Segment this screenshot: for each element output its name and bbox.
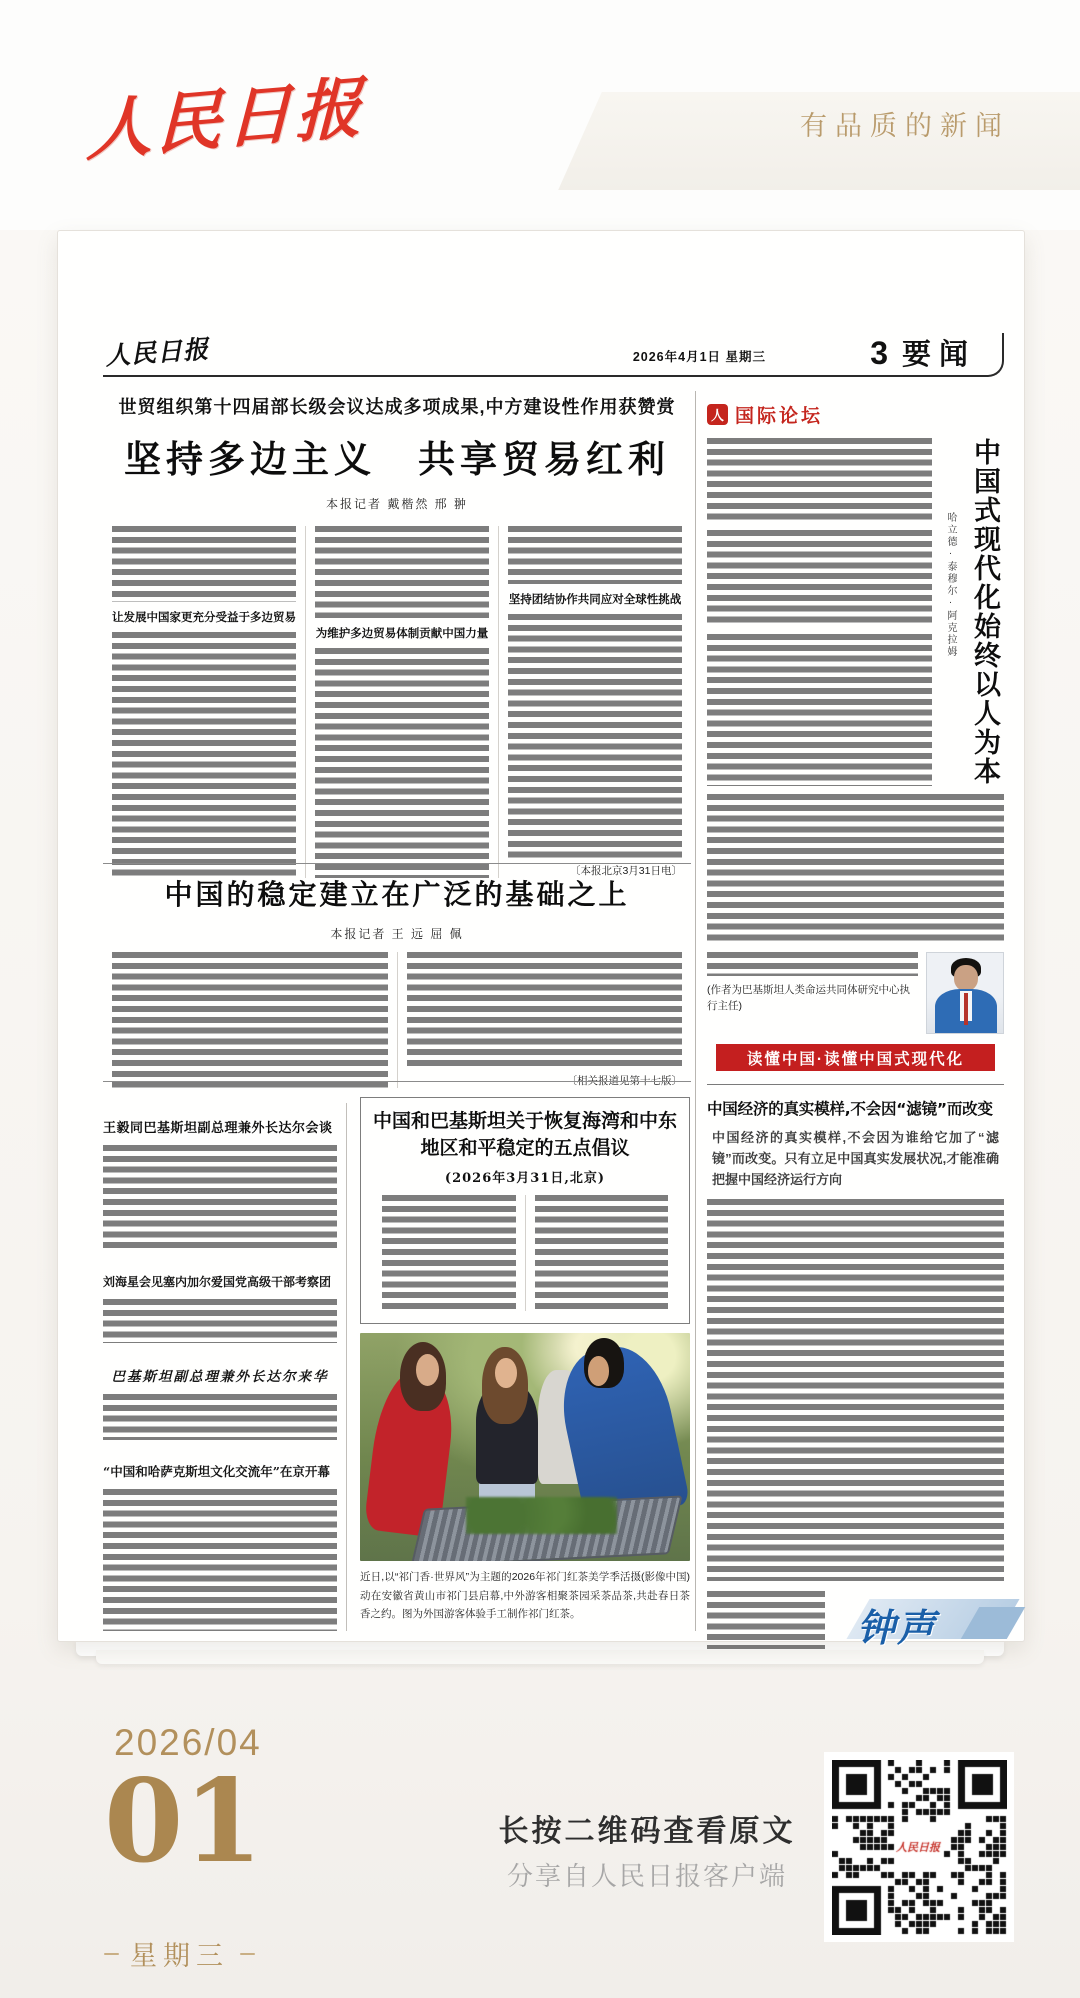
masthead-date: 2026年4月1日 星期三 [632, 350, 766, 364]
lead-article [103, 393, 691, 878]
lead-column-3 [498, 526, 691, 878]
photo-caption [360, 1568, 690, 1623]
zhongsheng-text: 钟声 [857, 1606, 938, 1651]
body-text-block [112, 952, 388, 1088]
body-text-block [315, 526, 489, 618]
lead-column-2 [305, 526, 498, 878]
masthead-logo: 人民日报 [104, 334, 211, 371]
vertical-rule [346, 1103, 347, 1631]
forum-series-banner: 读懂中国·读懂中国式现代化 [716, 1044, 995, 1071]
forum-body [707, 438, 942, 786]
initiative-columns [373, 1195, 677, 1311]
forum-author-note: (作者为巴基斯坦人类命运共同体研究中心执行主任) [707, 984, 910, 1013]
footer-weekday [104, 1934, 255, 1973]
brief-headline-2: 刘海星会见塞内加尔爱国党高级干部考察团 [103, 1275, 332, 1289]
forum-author-block [707, 952, 1004, 1034]
stability-columns [103, 952, 691, 1088]
portrait-face [954, 965, 978, 991]
body-text-block [103, 1489, 337, 1631]
portrait-lanyard [964, 993, 968, 1025]
forum-article [707, 438, 1004, 786]
initiative-dateline: (2026年3月31日,北京) [444, 1171, 606, 1187]
brief-headline-4: “中国和哈萨克斯坦文化交流年”在京开幕 [103, 1464, 330, 1479]
forum-label-text: 国际论坛 [735, 406, 824, 427]
forum-author-note-wrap [707, 952, 918, 1034]
news-photo [360, 1333, 690, 1561]
economy-headline: 中国经济的真实模样,不会因“滤镜”而改变 [707, 1100, 993, 1118]
forum-label [707, 401, 1004, 428]
horizontal-rule [103, 1081, 691, 1082]
economy-signature-row [707, 1591, 1004, 1653]
stability-byline: 本报记者 王 远 屈 佩 [330, 927, 464, 941]
body-text-block [707, 952, 918, 976]
middle-column [360, 1097, 690, 1623]
lead-subhead-3: 坚持团结协作共同应对全球性挑战 [508, 594, 682, 606]
body-text-block [707, 794, 1004, 944]
qr-hint-text: 长按二维码查看原文 [498, 1815, 796, 1848]
initiative-article [360, 1097, 690, 1324]
peoples-daily-logo-icon: 人 [707, 404, 728, 425]
footer-year-month: 2026/04 [114, 1722, 262, 1763]
app-header [0, 0, 1080, 230]
lead-headline: 坚持多边主义 共享贸易红利 [124, 438, 670, 481]
body-text-block [508, 614, 682, 858]
body-text-block [112, 632, 296, 878]
news-briefs-column [103, 1091, 337, 1631]
brief-headline-3: 巴基斯坦副总理兼外长达尔来华 [111, 1369, 329, 1385]
initiative-column-2 [525, 1195, 678, 1311]
body-text-block [707, 438, 932, 522]
body-text-block [508, 526, 682, 584]
share-source-text: 分享自人民日报客户端 [506, 1861, 787, 1891]
economy-intro: 中国经济的真实模样,不会因为谁给它加了“滤镜”而改变。只有立足中国真实发展状况,才能准确把握中国经济运行方向 [712, 1130, 999, 1187]
lead-byline: 本报记者 戴楷然 邢 翀 [325, 497, 468, 511]
stability-article [103, 873, 691, 1088]
vertical-rule [695, 391, 696, 1631]
masthead [103, 327, 1004, 377]
body-text-block [103, 1145, 337, 1253]
lead-columns [103, 526, 691, 878]
stability-headline: 中国的稳定建立在广泛的基础之上 [164, 878, 630, 911]
stability-endnote: 〔相关报道见第十七版〕 [566, 1075, 682, 1087]
photo-tea-leaves [466, 1497, 618, 1533]
body-text-block [103, 1394, 337, 1440]
forum-byline: 哈立德·泰穆尔·阿克拉姆 [945, 512, 956, 658]
lead-endnote: 〔本报北京3月31日电〕 [569, 865, 682, 877]
page-indicator [870, 332, 976, 373]
qr-code-canvas [832, 1760, 1007, 1935]
brief-headline-1: 王毅同巴基斯坦副总理兼外长达尔会谈 [103, 1120, 333, 1135]
footer-day: 01 [104, 1754, 263, 1888]
body-text-block [407, 952, 683, 1068]
body-text-block [707, 1591, 825, 1649]
masthead-rule [103, 375, 988, 377]
horizontal-rule [707, 1084, 1004, 1085]
brand-slogan: 有品质的新闻 [800, 111, 1010, 141]
photo-figure-face [416, 1354, 439, 1386]
body-text-block [707, 1199, 1004, 1581]
masthead-corner-rule [986, 333, 1004, 377]
body-text-block [707, 530, 932, 626]
newspaper-page [57, 230, 1025, 1651]
initiative-headline: 中国和巴基斯坦关于恢复海湾和中东地区和平稳定的五点倡议 [373, 1110, 678, 1159]
lead-column-1 [103, 526, 305, 878]
body-text-block [315, 648, 489, 878]
photo-figure-face [495, 1358, 516, 1388]
weekday-text: 星期三 [130, 1941, 229, 1971]
body-text-block [382, 1195, 516, 1311]
forum-headline-vertical: 中国式现代化始终以人为本 [969, 438, 1000, 786]
lead-subhead-1: 让发展中国家更充分受益于多边贸易 [112, 612, 296, 624]
body-text-block [707, 634, 932, 786]
horizontal-rule [103, 863, 691, 864]
body-text-block [103, 1299, 337, 1343]
page-number: 3 [870, 335, 888, 371]
brand-logo: 人民日报 [85, 67, 367, 171]
initiative-column-1 [373, 1195, 525, 1311]
body-text-block [112, 526, 296, 602]
stability-column-2 [397, 952, 692, 1088]
author-portrait [926, 952, 1004, 1034]
forum-column [707, 393, 1004, 1653]
section-name: 要闻 [901, 339, 976, 371]
lead-subhead-2: 为维护多边贸易体制贡献中国力量 [315, 628, 489, 640]
qr-code[interactable] [824, 1752, 1014, 1942]
zhongsheng-logo [835, 1591, 1004, 1653]
lead-kicker: 世贸组织第十四届部长级会议达成多项成果,中方建设性作用获赞赏 [118, 397, 676, 417]
photo-caption-text: 近日,以“祁门香·世界风”为主题的2026年祁门红茶美学季活动在安徽省黄山市祁门县启幕,中外游客相聚茶园采茶品茶,共赴春日茶香之约。图为外国游客体验手工制作祁门红茶。 [360, 1571, 690, 1620]
photo-figure-face [588, 1356, 609, 1386]
body-text-block [535, 1195, 669, 1311]
stability-column-1 [103, 952, 397, 1088]
weekday-dash [104, 1953, 119, 1955]
weekday-dash [240, 1953, 255, 1955]
photo-credit: 摄(影像中国) [630, 1571, 690, 1584]
